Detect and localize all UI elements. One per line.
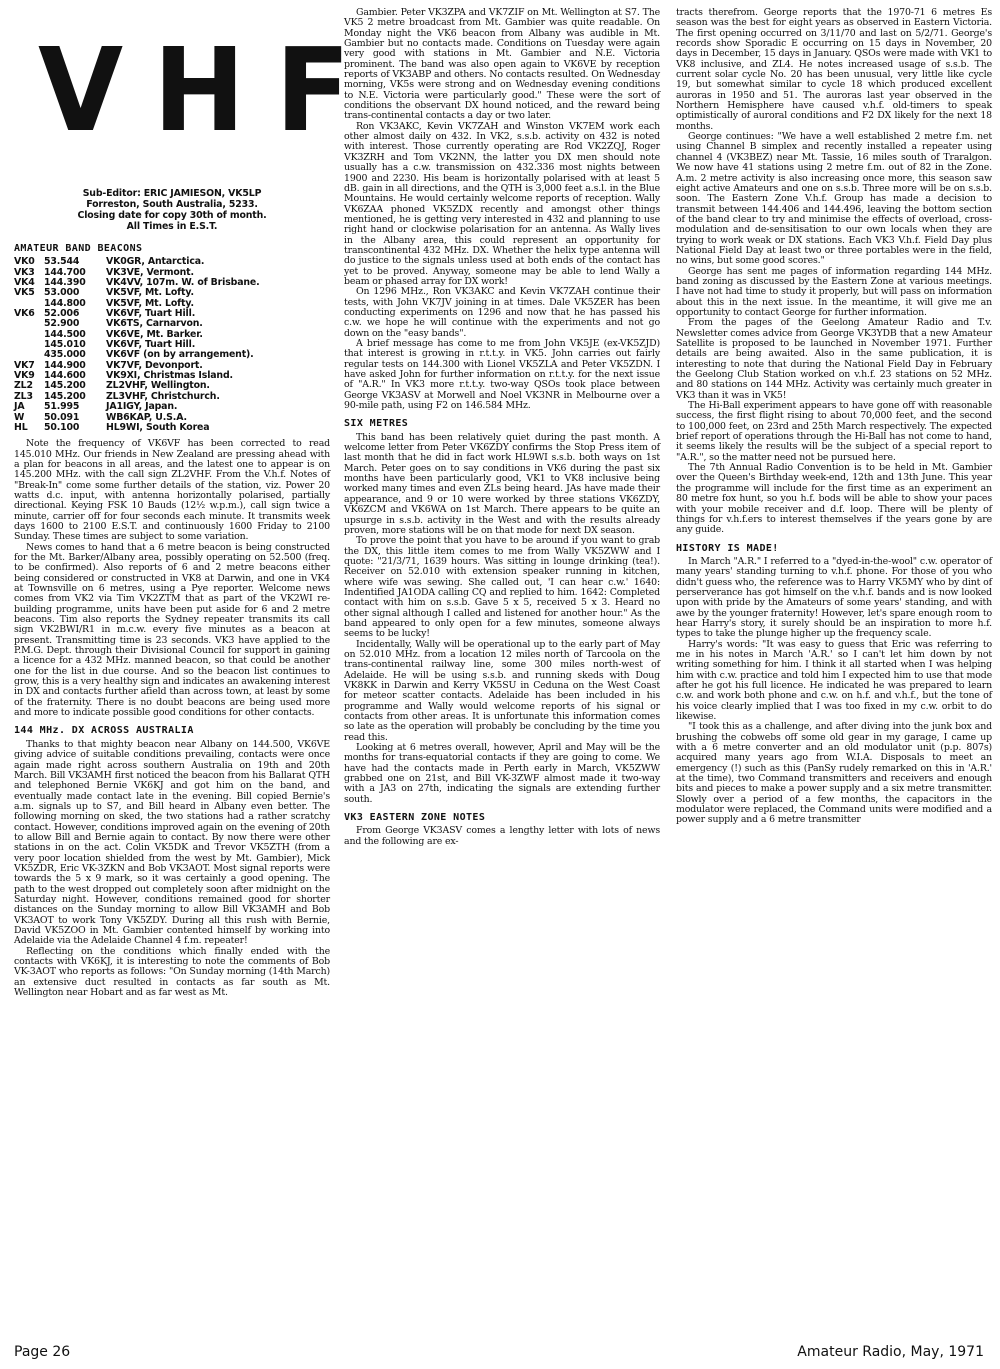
- beacon-station: VK6VF, Tuart Hill.: [106, 339, 196, 351]
- beacon-frequency: 52.006: [44, 308, 80, 320]
- paragraph: Reflecting on the conditions which finally ended with the contacts with VK6KJ, it is interesting to note the comments of Bob VK-3AOT who reports as follows: "On Sunday morning (14th March) an extensive duct resulted in contacts as far south as Mt. Wellington near Hobart and as far west as Mt.: [14, 945, 330, 999]
- eastern-zone-heading: VK3 EASTERN ZONE NOTES: [344, 812, 486, 824]
- beacon-call-area: VK7: [14, 359, 35, 371]
- publication-info: Amateur Radio, May, 1971: [797, 1344, 984, 1360]
- sub-editor-block: [14, 188, 330, 232]
- beacon-call-area: ZL3: [14, 390, 33, 402]
- page-number: Page 26: [14, 1344, 71, 1360]
- beacon-call-area: VK5: [14, 287, 35, 299]
- paragraph: Thanks to that mighty beacon near Albany on 144.500, VK6VE giving advice of suitable conditions prevailing, contacts were once again made right across southern Australia on 19th and 20th March. Bill VK3AMH first noticed the beacon from his Ballarat QTH and telephoned Bernie VK6KJ and got him on the band, and eventually made contact late in the evening. Bill copied Bernie's a.m. signals up to S7, and Bill heard in Albany even better. The following morning on sked, the two stations had a rather scratchy contact. However, conditions improved again on the evening of 20th to allow Bill and Bernie again to contact. By now there were other stations in on the act. Colin VK5DK and Trevor VK5ZTH (from a very poor location shielded from the west by Mt. Gambier), Mick VK5ZDR, Eric VK-3ZKN and Bob VK3AOT. Most signal reports were towards the 5 x 9 mark, so it was certainly a good opening. The path to the west dropped out completely soon after midnight on the Saturday night. However, conditions remained good for shorter distances on the Sunday morning to allow Bill VK3AMH and Bob VK3AOT to work Tony VK5ZDY. During all this rush with Bernie, David VK5ZOO in Mt. Gambier contented himself by working into Adelaide via the Adelaide Channel 4 f.m. repeater!: [14, 738, 330, 947]
- beacon-station: VK6TS, Carnarvon.: [106, 318, 203, 330]
- beacon-frequency: 144.900: [44, 359, 86, 371]
- paragraph: From the pages of the Geelong Amateur Radio and T.v. Newsletter comes advice from George VK3YDB that a new Amateur Satellite is proposed to be launched in November 1971. Further details are being awaited. Also in the same publication, it is interesting to note that during the National Field Day in February the Geelong Club Station worked on v.h.f. 23 stations on 52 MHz. and 80 stations on 144 MHz. Activity was certainly much greater in VK3 than it was in VK5!: [676, 317, 992, 401]
- beacon-station: WB6KAP, U.S.A.: [106, 411, 187, 423]
- beacons-heading: AMATEUR BAND BEACONS: [14, 243, 143, 254]
- paragraph: Harry's words: "It was easy to guess that Eric was referring to me in his notes in March 'A.R.' so I can't let him down by not writing something for him. I think it all started when I was helping him with c.w. practice and told him I expected him to use that mode after he got his full licence. He indicated he was prepared to learn c.w. and work both phone and c.w. on h.f. and v.h.f., but the tone of his voice clearly implied that I was too fixed in my c.w. orbit to do likewise.: [676, 638, 992, 723]
- beacon-call-area: W: [14, 411, 25, 423]
- paragraph: tracts therefrom. George reports that the 1970-71 6 metres Es season was the best for eight years as observed in Eastern Victoria. The first opening occurred on 3/11/70 and last on 5/2/71. George's records show Sporadic E occurring on 15 days in November, 20 days in December, 15 days in January. QSOs were made with VK1 to VK8 inclusive, and ZL4. He notes increased usage of s.s.b. The current solar cycle No. 20 has been unusual, very little like cycle 19, but somewhat similar to cycle 18 which produced excellent auroras in 1950 and 51. The auroras last year observed in the Northern Hemisphere have caused v.h.f. old-timers to speak optimistically of auroral conditions and F2 DX likely for the next 18 months.: [676, 7, 992, 132]
- beacon-frequency: 145.200: [44, 380, 86, 392]
- beacon-call-area: VK0: [14, 256, 35, 268]
- beacon-station: VK3VE, Vermont.: [106, 266, 194, 278]
- paragraph: News comes to hand that a 6 metre beacon is being constructed for the Mt. Barker/Albany area, possibly operating on 52.500 (freq. to be confirmed). Also reports of 6 and 2 metre beacons either being considered or constructed in VK8 at Darwin, and one in VK4 at Townsville on 6 metres, using a Pye reporter. Welcome news comes from VK2 via Tim VK2ZTM that as part of the VK2WI re-building programme, units have been put aside for 6 and 2 metre beacons. Tim also reports the Sydney repeater transmits its call sign VK2BWI/R1 in m.c.w. every five minutes as a beacon at present. Transmitting time is 23 seconds. VK3 have applied to the P.M.G. Dept. through their Divisional Council for support in gaining a licence for a 432 MHz. manned beacon, so that could be another one for the list in due course. And so the beacon list continues to grow, this is a very healthy sign and indicates an awakening interest in DX and contacts further afield than across town, at least by some of the fraternity. There is no doubt beacons are being used more and more to indicate possible good conditions for other contacts.: [14, 541, 330, 719]
- beacon-frequency: 50.100: [44, 421, 80, 433]
- beacon-station: VK7VF, Devonport.: [106, 359, 203, 371]
- sub-editor-line: Forreston, South Australia, 5233.: [86, 199, 258, 210]
- column-2: [344, 8, 660, 1340]
- paragraph: The 7th Annual Radio Convention is to be held in Mt. Gambier over the Queen's Birthday week-end, 12th and 13th June. This year the programme will include for the first time as an experiment an 80 metre fox hunt, so you h.f. bods will be able to show your paces with your mobile receiver and d.f. loop. There will be plenty of things for v.h.f.ers to interest themselves if the years gone by are any guide.: [676, 462, 992, 536]
- section-title: VHF: [38, 22, 381, 158]
- beacon-station: HL9WI, South Korea: [106, 421, 210, 433]
- beacon-frequency: 50.091: [44, 411, 80, 423]
- beacon-call-area: ZL2: [14, 380, 33, 392]
- eastern-zone-text: [344, 826, 660, 847]
- beacon-row: [14, 402, 330, 412]
- beacon-station: VK5VF, Mt. Lofty.: [106, 287, 194, 299]
- beacon-call-area: [14, 340, 44, 350]
- paragraph: The Hi-Ball experiment appears to have gone off with reasonable success, the first flight rising to about 70,000 feet, and the second to 100,000 feet, on 23rd and 25th March respectively. The expected brief report of operations through the Hi-Ball has not come to hand, it seems likely the results will be the subject of a special report to "A.R.", so the matter need not be pursued here.: [676, 400, 992, 463]
- beacon-frequency: 144.500: [44, 328, 86, 340]
- beacon-station: VK6VF (on by arrangement).: [106, 349, 254, 361]
- beacon-frequency: 53.000: [44, 287, 80, 299]
- paragraph: Looking at 6 metres overall, however, April and May will be the months for trans-equatorial contacts if they are going to come. We have had the contacts made in Perth early in March, VK5ZWW grabbed one on 21st, and Bill VK-3ZWF almost made it two-way with a JA3 on 27th, indicating the signals are extending further south.: [344, 742, 660, 805]
- beacon-call-area: VK3: [14, 266, 35, 278]
- beacon-row: [14, 423, 330, 433]
- beacon-station: VK5VF, Mt. Lofty.: [106, 297, 194, 309]
- history-heading: HISTORY IS MADE!: [676, 542, 779, 554]
- beacon-call-area: JA: [14, 401, 25, 413]
- beacon-call-area: VK6: [14, 308, 35, 320]
- sub-editor-line: Sub-Editor: ERIC JAMIESON, VK5LP: [82, 188, 262, 199]
- beacon-station: VK6VF, Tuart Hill.: [106, 308, 196, 320]
- paragraph: George has sent me pages of information regarding 144 MHz. band zoning as discussed by the Eastern Zone at various meetings. I have not had time to study it properly, but will pass on information about this in the next issue. In the meantime, it will give me an opportunity to contact George for further information.: [676, 265, 992, 318]
- beacon-table: [14, 257, 330, 433]
- beacon-frequency: 52.900: [44, 318, 80, 330]
- beacon-frequency: 145.010: [44, 339, 86, 351]
- paragraph: Incidentally, Wally will be operational up to the early part of May on 52.010 MHz. from a location 12 miles north of Tarcoola on the trans-continental railway line, some 300 miles north-west of Adelaide. He will be using s.s.b. and running skeds with Doug VK8KK in Darwin and Kerry VK5SU in Ceduna on the West Coast for meteor scatter contacts. Adelaide has been included in his programme and Wally would welcome reports of his signal or contacts from other areas. It is unfortunate this information comes so late as the operation will probably be concluding by the time you read this.: [344, 638, 660, 743]
- beacon-frequency: 144.390: [44, 277, 86, 289]
- beacon-frequency: 51.995: [44, 401, 80, 413]
- col3-text: [676, 8, 992, 536]
- paragraph: A brief message has come to me from John VK5JE (ex-VK5ZJD) that interest is growing in r.t.t.y. in VK5. John carries out fairly regular tests on 144.300 with Lionel VK5ZLA and Peter VK5ZDN. I have asked John for further information on r.t.t.y. for the next issue of "A.R." In VK3 more r.t.t.y. two-way QSOs took place between George VK3ASV at Morwell and Noel VK3NR in Melbourne over a 90-mile path, using F2 on 146.584 MHz.: [344, 338, 660, 412]
- dx-text: [14, 740, 330, 999]
- beacon-call-area: VK9: [14, 370, 35, 382]
- column-3: [676, 8, 992, 1340]
- paragraph: From George VK3ASV comes a lengthy letter with lots of news and the following are ex-: [344, 825, 660, 847]
- sub-editor-line: All Times in E.S.T.: [126, 221, 218, 232]
- beacon-station: JA1IGY, Japan.: [106, 401, 178, 413]
- paragraph: Note the frequency of VK6VF has been corrected to read 145.010 MHz. Our friends in New Zealand are pressing ahead with a plan for beacons in all areas, and the latest one to appear is on 145.200 MHz. with the call sign ZL2VHF. From the V.h.f. Notes of "Break-In" come some further details of the station, viz. Power 20 watts d.c. input, with antenna horizontally polarised, partially directional. Keying FSK 10 Bauds (12½ w.p.m.), call sign twice a minute, carrier off for four seconds each minute. It transmits week days 1600 to 2100 E.S.T. and continuously 1600 Friday to 2100 Sunday. These times are subject to some variation.: [14, 438, 330, 543]
- paragraph: Gambier. Peter VK3ZPA and VK7ZIF on Mt. Wellington at S7. The VK5 2 metre broadcast from Mt. Gambier was quite readable. On Monday night the VK6 beacon from Albany was audible in Mt. Gambier but no contacts made. Conditions on Tuesday were again very good with stations in Mt. Gambier and N.E. Victoria prominent. The band was also open again to VK6VE by reception reports of VK3ABP and others. No contacts resulted. On Wednesday morning, VK5s were strong and on Wednesday evening conditions to N.E. Victoria were particularly good." These were the sort of conditions the observant DX hound noticed, and the reward being trans-continental contacts a day or two later.: [344, 7, 660, 122]
- paragraph: To prove the point that you have to be around if you want to grab the DX, this little item comes to me from Wally VK5ZWW and I quote: "21/3/71, 1639 hours. Was sitting in lounge drinking (tea!). Receiver on 52.010 with extension speaker running in kitchen, where wife was sewing. She called out, 'I can hear c.w.' 1640: Indentified JA1ODA calling CQ and replied to him. 1642: Completed contact with him on s.s.b. Gave 5 x 5, received 5 x 3. Heard no other signal although I called and listened for another hour." As the band appeared to only open for a few minutes, someone always seems to be lucky!: [344, 535, 660, 640]
- col2-text: [344, 8, 660, 411]
- six-metres-heading: SIX METRES: [344, 418, 409, 430]
- paragraph: On 1296 MHz., Ron VK3AKC and Kevin VK7ZAH continue their tests, with John VK7JV joining in at times. Dale VK5ZER has been conducting experiments on 1296 and now that he has passed his c.w. we hope he will continue with the experiments and not go down on the "easy bands".: [344, 286, 660, 339]
- beacon-frequency: 144.800: [44, 297, 86, 309]
- beacon-call-area: HL: [14, 421, 28, 433]
- beacon-station: ZL2VHF, Wellington.: [106, 380, 210, 392]
- history-text: [676, 557, 992, 826]
- beacon-station: ZL3VHF, Christchurch.: [106, 390, 220, 402]
- beacon-call-area: VK4: [14, 277, 35, 289]
- beacon-station: VK6VE, Mt. Barker.: [106, 328, 203, 340]
- beacon-station: VK9XI, Christmas Island.: [106, 370, 233, 382]
- six-metres-text: [344, 433, 660, 805]
- paragraph: In March "A.R." I referred to a "dyed-in-the-wool" c.w. operator of many years' standing turning to v.h.f. phone. For those of you who didn't guess who, the reference was to Harry VK5MY who by dint of perserverance has got himself on the v.h.f. bands and is now looked upon with pride by the Amateurs of some years' standing, and with awe by the younger fraternity! However, let's spare enough room to hear Harry's story, it surely should be an inspiration to more h.f. types to take the plunge higher up the frequency scale.: [676, 555, 992, 640]
- beacon-station: VK4VV, 107m. W. of Brisbane.: [106, 277, 260, 289]
- beacon-frequency: 53.544: [44, 256, 80, 268]
- paragraph: "I took this as a challenge, and after diving into the junk box and brushing the cobwebs off some old gear in my garage, I came up with a 6 metre converter and an old modulator unit (p.p. 807s) acquired many years ago from W.I.A. Disposals to meet an emergency (!) such as this (PanSy rudely remarked on this in 'A.R.' at the time), two Command transmitters and receivers and enough bits and pieces to make a power supply and a six metre transmitter. Slowly over a period of a few months, the capacitors in the modulator were replaced, the Command units were modified and a power supply and a 6 metre transmitter: [676, 721, 992, 826]
- beacon-call-area: [14, 330, 44, 340]
- paragraph: This band has been relatively quiet during the past month. A welcome letter from Peter VK6ZDY confirms the Stop Press item of last month that he did in fact work HL9WI s.s.b. both ways on 1st March. Peter goes on to say conditions in VK6 during the past six months have been particularly good, VK1 to VK8 inclusive being worked many times and even ZLs being heard. JAs have made their appearance, and 9 or 10 were worked by three stations VK6ZDY, VK6ZCM and VK6WA on 1st March. There appears to be quite an upsurge in s.s.b. activity in the West and with the results already proven, more stations will be on that mode for next DX season.: [344, 431, 660, 536]
- paragraph: Ron VK3AKC, Kevin VK7ZAH and Winston VK7EM work each other almost daily on 432. In VK2, s.s.b. activity on 432 is noted with interest. Those currently operating are Rod VK2ZQJ, Roger VK3ZRH and Tom VK2NN, the latter you DX men should note usually has a c.w. transmission on 432.336 most nights between 1900 and 2230. His beam is horizontally polarised with at least 5 dB. gain in all directions, and the QTH is 3,000 feet a.s.l. in the Blue Mountains. He would certainly welcome reports of reception. Wally VK6ZAA phoned VK5ZDX recently and amongst other things mentioned, he is getting very interested in 432 and planning to use right hand or clockwise polarisation for an antenna. As Wally lives in the Albany area, this could represent an opportunity for transcontinental 432 MHz. DX. Whether the helix type antenna will do justice to the signals unless used at both ends of the contact has yet to be proved. Anyway, someone may be able to lend Wally a beam or phased array for DX work!: [344, 120, 660, 287]
- beacon-call-area: [14, 319, 44, 329]
- col1-text: [14, 439, 330, 718]
- beacon-frequency: 145.200: [44, 390, 86, 402]
- beacon-frequency: 144.600: [44, 370, 86, 382]
- beacon-frequency: 144.700: [44, 266, 86, 278]
- sub-editor-line: Closing date for copy 30th of month.: [77, 210, 267, 221]
- beacon-frequency: 435.000: [44, 349, 86, 361]
- paragraph: George continues: "We have a well established 2 metre f.m. net using Channel B simplex and recently installed a repeater using channel 4 (VK3BEZ) near Mt. Tassie, 16 miles south of Traralgon. We now have 41 stations using 2 metre f.m. out of 82 in the Zone. A.m. 2 metre activity is also increasing once more, this season saw eight active Amateurs and one on s.s.b. Three more will be on s.s.b. soon. The Eastern Zone V.h.f. Group has made a decision to transmit between 144.406 and 144.496, leaving the bottom section of the band clear to try and minimise the effects of overload, cross-modulation and de-sensitisation to our own locals when they are trying to work weak or DX stations. Each VK3 V.h.f. Field Day plus National Field Day at least two or three portables were in the field, no wins, but some good scores.": [676, 131, 992, 267]
- dx-heading: 144 MHz. DX ACROSS AUSTRALIA: [14, 725, 194, 737]
- beacon-station: VK0GR, Antarctica.: [106, 256, 205, 268]
